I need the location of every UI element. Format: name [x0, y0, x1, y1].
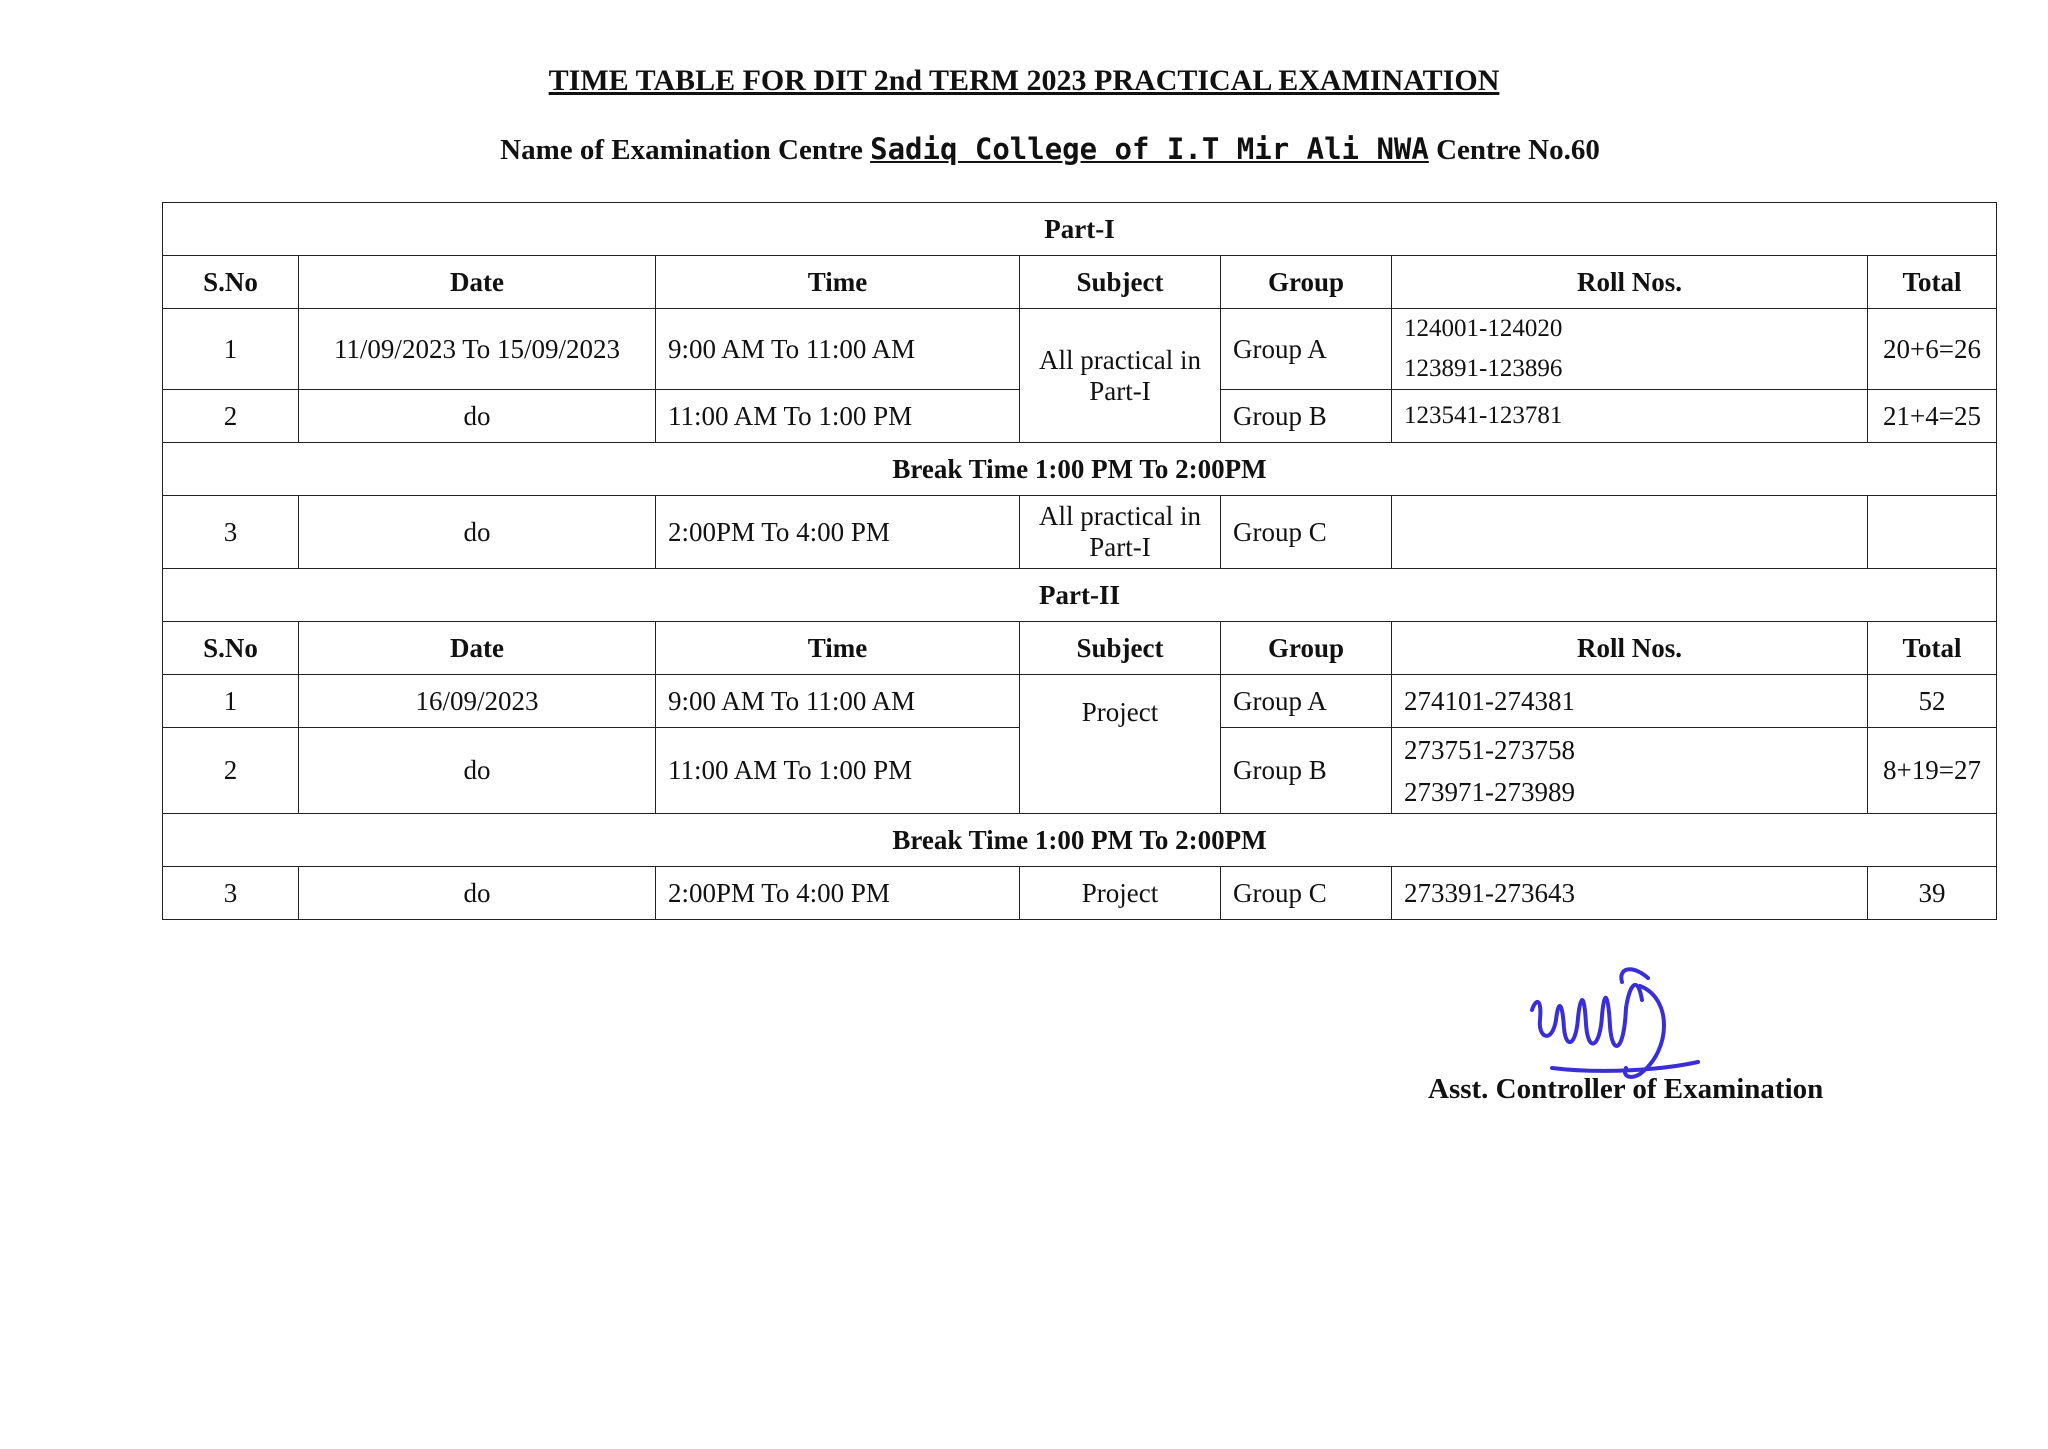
document-title: TIME TABLE FOR DIT 2nd TERM 2023 PRACTICAL EXAMINATION	[548, 64, 1500, 97]
time-cell: 2:00PM To 4:00 PM	[656, 867, 1020, 920]
header-sno: S.No	[163, 622, 299, 675]
subject-cell	[1020, 309, 1221, 443]
header-total: Total	[1868, 622, 1997, 675]
header-date: Date	[299, 622, 656, 675]
time-cell: 2:00PM To 4:00 PM	[656, 496, 1020, 569]
part2-heading: Part-II	[163, 569, 1997, 622]
roll-range: 123891-123896	[1404, 355, 1563, 382]
break-time-row: Break Time 1:00 PM To 2:00PM	[163, 814, 1997, 867]
date-cell: do	[299, 496, 656, 569]
exam-centre-line	[0, 132, 2048, 167]
sno-cell: 1	[163, 309, 299, 390]
group-cell: Group C	[1221, 496, 1392, 569]
table-row	[163, 309, 1997, 390]
part1-header-row	[163, 256, 1997, 309]
group-cell: Group B	[1221, 728, 1392, 814]
subject-cell: Project	[1020, 675, 1221, 814]
total-cell: 52	[1868, 675, 1997, 728]
roll-range: 124001-124020	[1404, 315, 1563, 342]
header-total: Total	[1868, 256, 1997, 309]
group-cell: Group A	[1221, 309, 1392, 390]
subject-cell	[1020, 496, 1221, 569]
subject-line: Part-I	[1089, 532, 1151, 562]
roll-range: 273971-273989	[1404, 776, 1575, 807]
header-date: Date	[299, 256, 656, 309]
header-rolls: Roll Nos.	[1392, 256, 1868, 309]
header-subject: Subject	[1020, 256, 1221, 309]
header-group: Group	[1221, 256, 1392, 309]
subject-line: All practical in	[1039, 344, 1201, 375]
signature-icon	[1522, 958, 1712, 1088]
total-cell: 39	[1868, 867, 1997, 920]
sno-cell: 3	[163, 867, 299, 920]
part2-header-row	[163, 622, 1997, 675]
total-cell: 20+6=26	[1868, 309, 1997, 390]
time-cell: 9:00 AM To 11:00 AM	[656, 309, 1020, 390]
sno-cell: 1	[163, 675, 299, 728]
group-cell: Group C	[1221, 867, 1392, 920]
total-cell: 8+19=27	[1868, 728, 1997, 814]
time-cell: 11:00 AM To 1:00 PM	[656, 390, 1020, 443]
signature-label: Asst. Controller of Examination	[1428, 1073, 1824, 1105]
table-row	[163, 496, 1997, 569]
header-rolls: Roll Nos.	[1392, 622, 1868, 675]
rolls-cell: 273391-273643	[1392, 867, 1868, 920]
table-row	[163, 675, 1997, 728]
rolls-cell: 274101-274381	[1392, 675, 1868, 728]
rolls-cell: 123541-123781	[1392, 390, 1868, 443]
table-row	[163, 867, 1997, 920]
break-time-row: Break Time 1:00 PM To 2:00PM	[163, 443, 1997, 496]
time-cell: 11:00 AM To 1:00 PM	[656, 728, 1020, 814]
sno-cell: 2	[163, 390, 299, 443]
header-subject: Subject	[1020, 622, 1221, 675]
header-group: Group	[1221, 622, 1392, 675]
subject-cell: Project	[1020, 867, 1221, 920]
roll-range: 273751-273758	[1404, 734, 1575, 765]
group-cell: Group B	[1221, 390, 1392, 443]
header-time: Time	[656, 622, 1020, 675]
centre-prefix: Name of Examination Centre	[500, 134, 863, 166]
header-sno: S.No	[163, 256, 299, 309]
date-cell: do	[299, 867, 656, 920]
sno-cell: 3	[163, 496, 299, 569]
part1-heading: Part-I	[163, 203, 1997, 256]
total-cell: 21+4=25	[1868, 390, 1997, 443]
subject-line: Part-I	[1089, 375, 1151, 406]
header-time: Time	[656, 256, 1020, 309]
rolls-cell	[1392, 309, 1868, 390]
rolls-cell	[1392, 496, 1868, 569]
group-cell: Group A	[1221, 675, 1392, 728]
time-cell: 9:00 AM To 11:00 AM	[656, 675, 1020, 728]
timetable	[162, 202, 1997, 920]
sno-cell: 2	[163, 728, 299, 814]
date-cell: 16/09/2023	[299, 675, 656, 728]
date-cell: 11/09/2023 To 15/09/2023	[299, 309, 656, 390]
date-cell: do	[299, 728, 656, 814]
rolls-cell	[1392, 728, 1868, 814]
centre-number: Centre No.60	[1436, 134, 1600, 166]
date-cell: do	[299, 390, 656, 443]
centre-name: Sadiq College of I.T Mir Ali NWA	[870, 132, 1429, 166]
subject-line: All practical in	[1039, 501, 1201, 531]
total-cell	[1868, 496, 1997, 569]
